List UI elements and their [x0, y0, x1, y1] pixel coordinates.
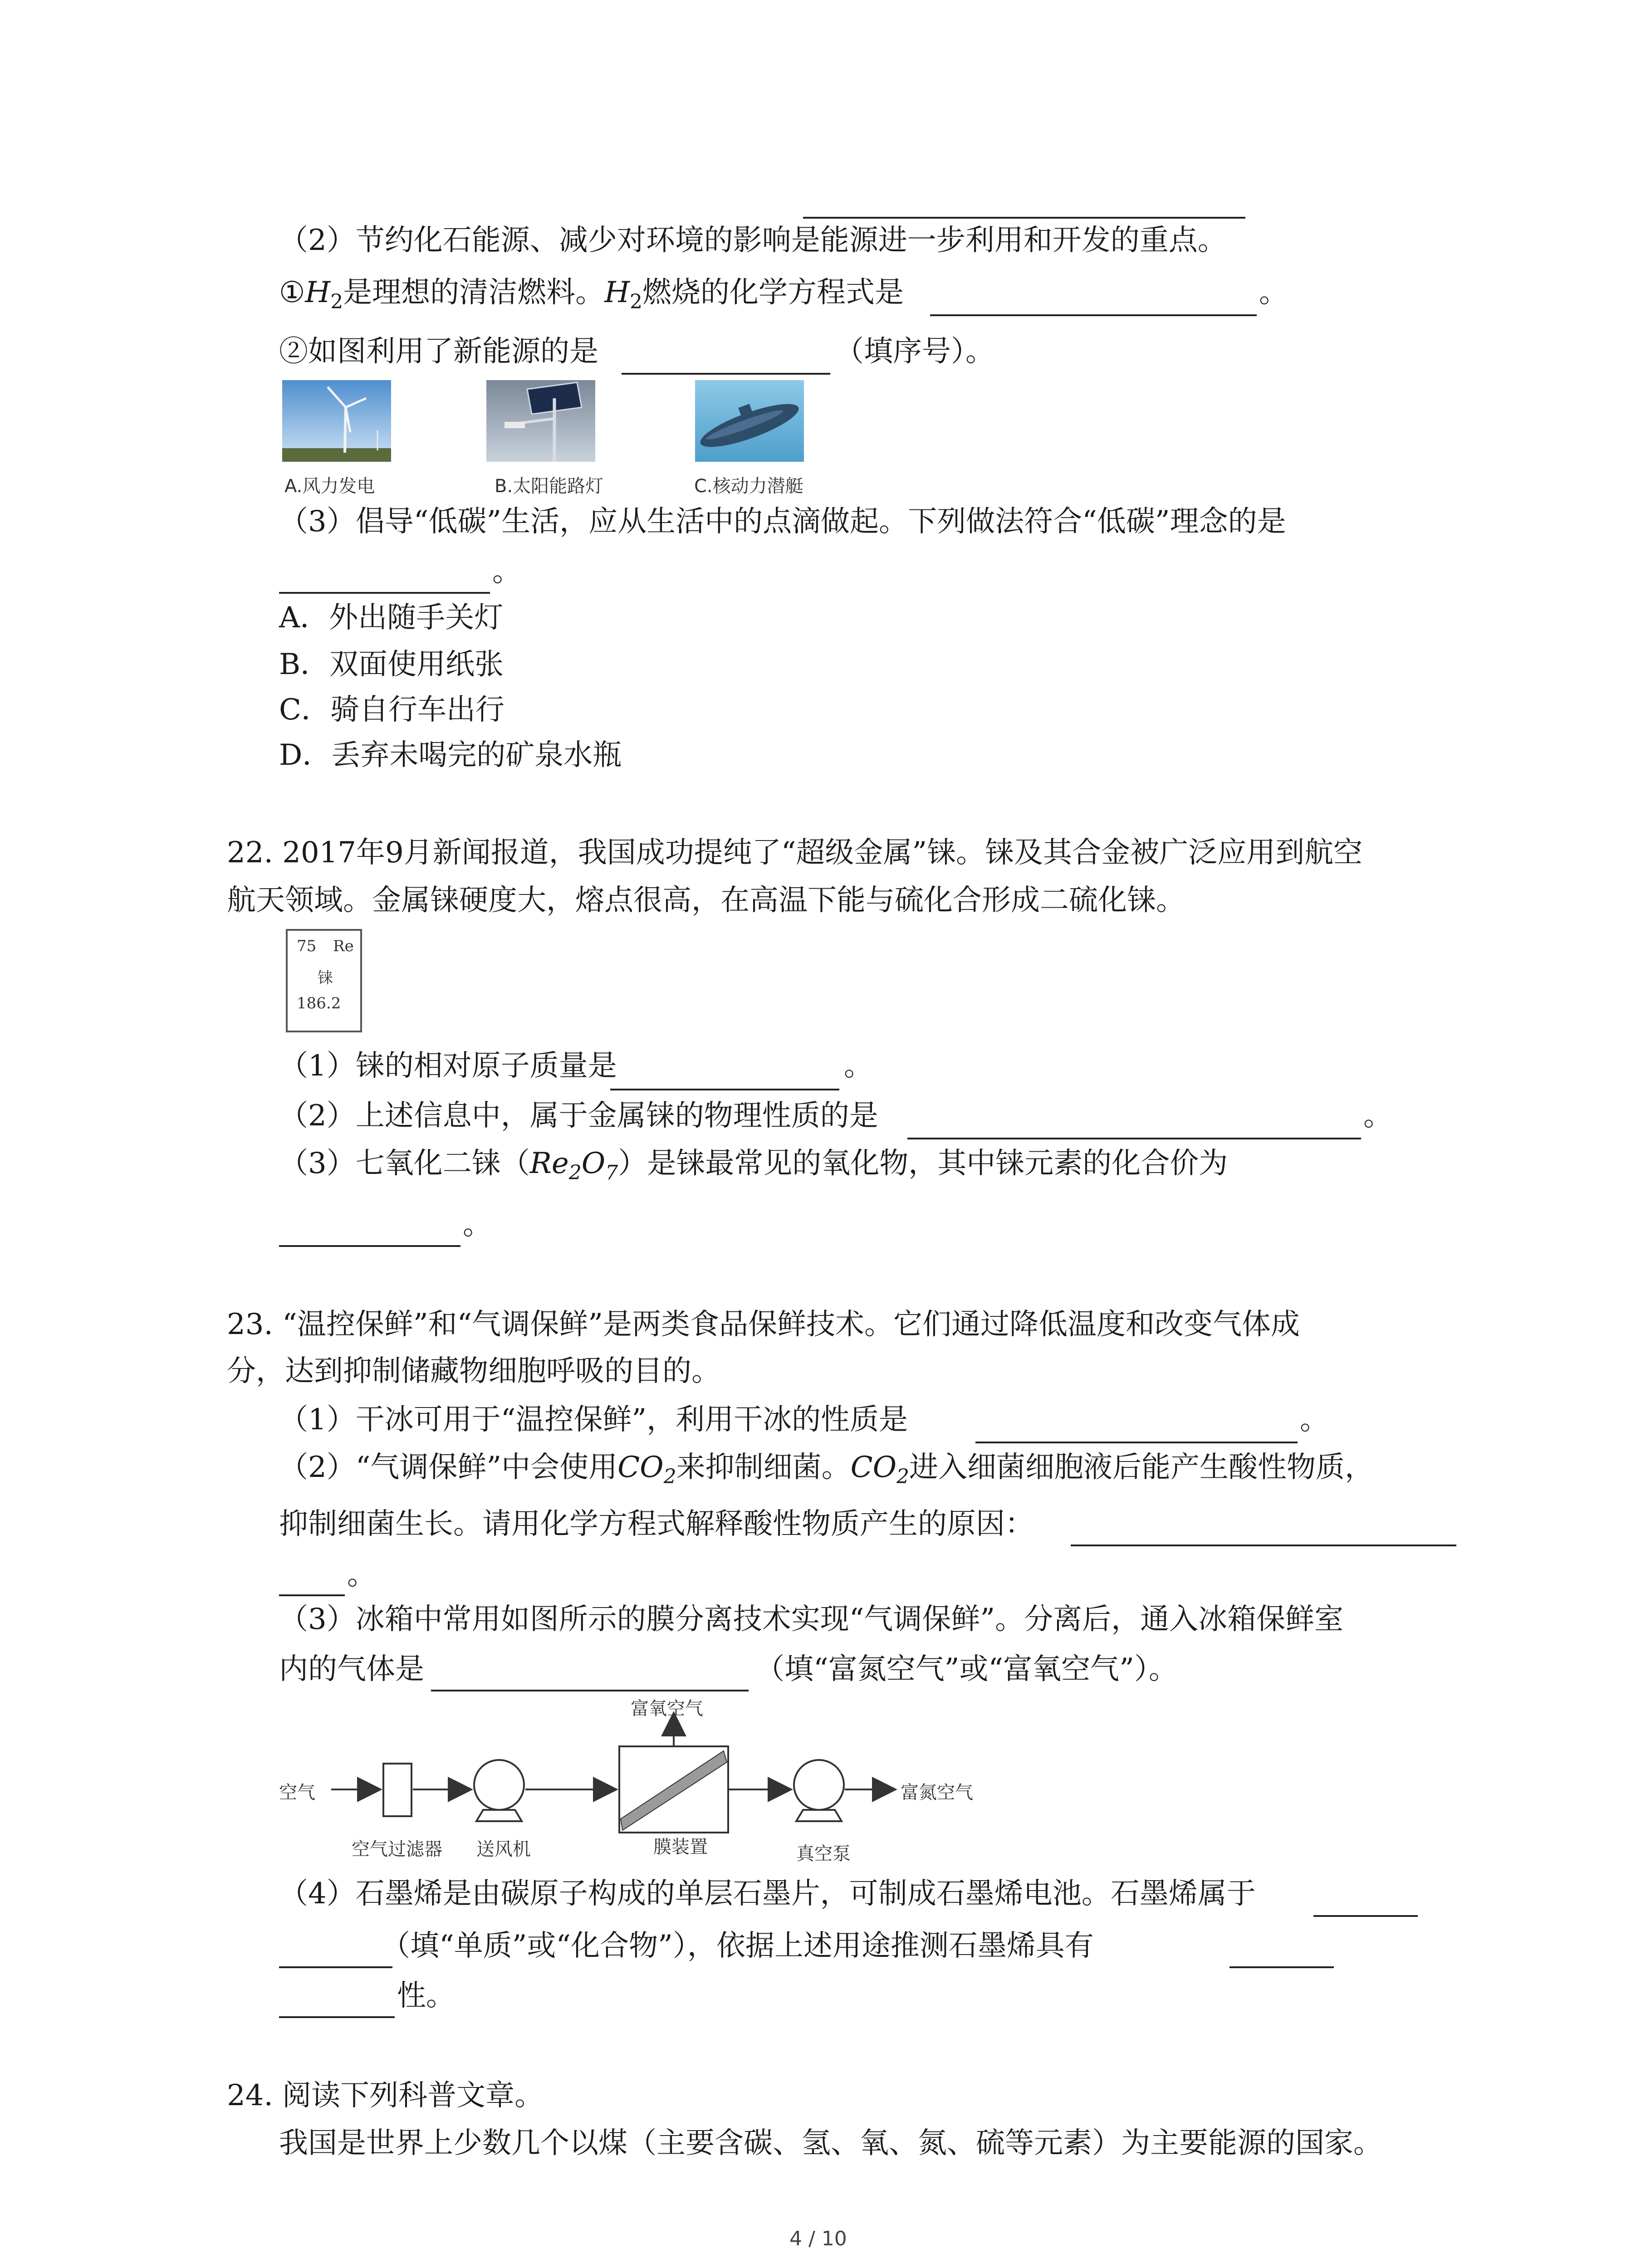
- q22-stem-line1: 22. 2017年9月新闻报道，我国成功提纯了“超级金属”铼。铼及其合金被广泛应用到航空: [227, 836, 1363, 870]
- q21-part2-1: $①H_2$是理想的清洁燃料。$H_2$燃烧的化学方程式是: [279, 276, 904, 313]
- option-d: D．丢弃未喝完的矿泉水瓶: [279, 738, 622, 772]
- answer-blank[interactable]: [279, 2016, 395, 2018]
- period: 。: [463, 1208, 492, 1242]
- answer-blank[interactable]: [279, 1594, 345, 1596]
- q22-part3: （3）七氧化二铼$(Re_2O_7)$是铼最常见的氧化物，其中铼元素的化合价为: [279, 1147, 1228, 1184]
- answer-blank[interactable]: [803, 217, 1245, 219]
- element-card: [286, 929, 362, 1032]
- period: 。: [1363, 1099, 1392, 1133]
- answer-blank[interactable]: [279, 592, 490, 594]
- q23-part3-line2: 内的气体是: [279, 1652, 424, 1686]
- q24-stem-line1: 24. 阅读下列科普文章。: [227, 2079, 544, 2112]
- answer-blank[interactable]: [279, 1966, 392, 1968]
- q21-part3: （3）倡导“低碳”生活，应从生活中的点滴做起。下列做法符合“低碳”理念的是: [279, 505, 1286, 538]
- diagram-label-filter: 空气过滤器: [352, 1839, 442, 1860]
- q23-part4-line1: （4）石墨烯是由碳原子构成的单层石墨片，可制成石墨烯电池。石墨烯属于: [279, 1877, 1256, 1911]
- q22-part1: （1）铼的相对原子质量是: [279, 1049, 617, 1083]
- caption-c: C.核动力潜艇: [694, 476, 803, 497]
- answer-blank[interactable]: [279, 1245, 460, 1247]
- diagram-label-nitrogen-rich: 富氮空气: [901, 1782, 973, 1803]
- diagram-label-pump: 真空泵: [796, 1843, 851, 1864]
- diagram-label-oxygen-rich: 富氧空气: [631, 1698, 703, 1719]
- period: 。: [844, 1049, 873, 1083]
- diagram-label-blower: 送风机: [476, 1839, 531, 1860]
- q21-part2-2-note: （填序号）。: [835, 335, 994, 368]
- element-number: 75: [297, 937, 317, 955]
- option-a: A．外出随手关灯: [279, 601, 504, 635]
- element-mass: 186.2: [297, 994, 341, 1012]
- q23-part1: （1）干冰可用于“温控保鲜”，利用干冰的性质是: [279, 1403, 908, 1437]
- diagram-label-air: 空气: [279, 1782, 315, 1803]
- nuclear-submarine-image: [695, 380, 804, 462]
- q23-part4-end: 性。: [397, 1979, 455, 2013]
- period: 。: [1300, 1403, 1329, 1437]
- q23-part3-note: （填“富氮空气”或“富氧空气”）。: [755, 1652, 1178, 1686]
- diagram-label-membrane: 膜装置: [653, 1837, 708, 1857]
- q23-stem-line2: 分，达到抑制储藏物细胞呼吸的目的。: [227, 1354, 720, 1388]
- q21-part2-2: ②如图利用了新能源的是: [279, 335, 598, 368]
- answer-blank[interactable]: [431, 1690, 749, 1691]
- q22-stem-line2: 航天领域。金属铼硬度大，熔点很高，在高温下能与硫化合形成二硫化铼。: [227, 884, 1185, 917]
- answer-blank[interactable]: [610, 1089, 839, 1090]
- q23-part4-line2: （填“单质”或“化合物”），依据上述用途推测石墨烯具有: [381, 1929, 1094, 1963]
- wind-power-image: [282, 380, 391, 462]
- q23-part3-line1: （3）冰箱中常用如图所示的膜分离技术实现“气调保鲜”。分离后，通入冰箱保鲜室: [279, 1603, 1344, 1636]
- page-number: 4 / 10: [789, 2227, 847, 2250]
- caption-a: A.风力发电: [284, 476, 375, 497]
- q21-part2-intro: （2）节约化石能源、减少对环境的影响是能源进一步利用和开发的重点。: [279, 224, 1227, 257]
- answer-blank[interactable]: [930, 314, 1257, 316]
- option-b: B．双面使用纸张: [279, 648, 504, 681]
- q24-stem-line2: 我国是世界上少数几个以煤（主要含碳、氢、氧、氮、硫等元素）为主要能源的国家。: [279, 2126, 1382, 2160]
- period: 。: [1259, 276, 1288, 309]
- element-symbol: Re: [333, 937, 354, 955]
- answer-blank[interactable]: [907, 1138, 1361, 1139]
- element-name: 铼: [318, 969, 333, 987]
- period: 。: [492, 555, 521, 588]
- option-c: C．骑自行车出行: [279, 693, 505, 727]
- q23-part2-line1: （2）“气调保鲜”中会使用$CO_2$来抑制细菌。$CO_2$进入细菌细胞液后能产生酸性物质，: [279, 1451, 1374, 1488]
- q23-part2-line2: 抑制细菌生长。请用化学方程式解释酸性物质产生的原因：: [279, 1507, 1034, 1541]
- q22-part2: （2）上述信息中，属于金属铼的物理性质的是: [279, 1099, 878, 1133]
- answer-blank[interactable]: [1071, 1545, 1456, 1546]
- caption-b: B.太阳能路灯: [495, 476, 604, 497]
- q23-stem-line1: 23. “温控保鲜”和“气调保鲜”是两类食品保鲜技术。它们通过降低温度和改变气体成: [227, 1308, 1300, 1341]
- solar-streetlight-image: [486, 380, 595, 462]
- answer-blank[interactable]: [975, 1442, 1298, 1443]
- answer-blank[interactable]: [1230, 1966, 1334, 1968]
- answer-blank[interactable]: [1313, 1915, 1418, 1917]
- period: 。: [347, 1558, 376, 1592]
- answer-blank[interactable]: [622, 373, 830, 375]
